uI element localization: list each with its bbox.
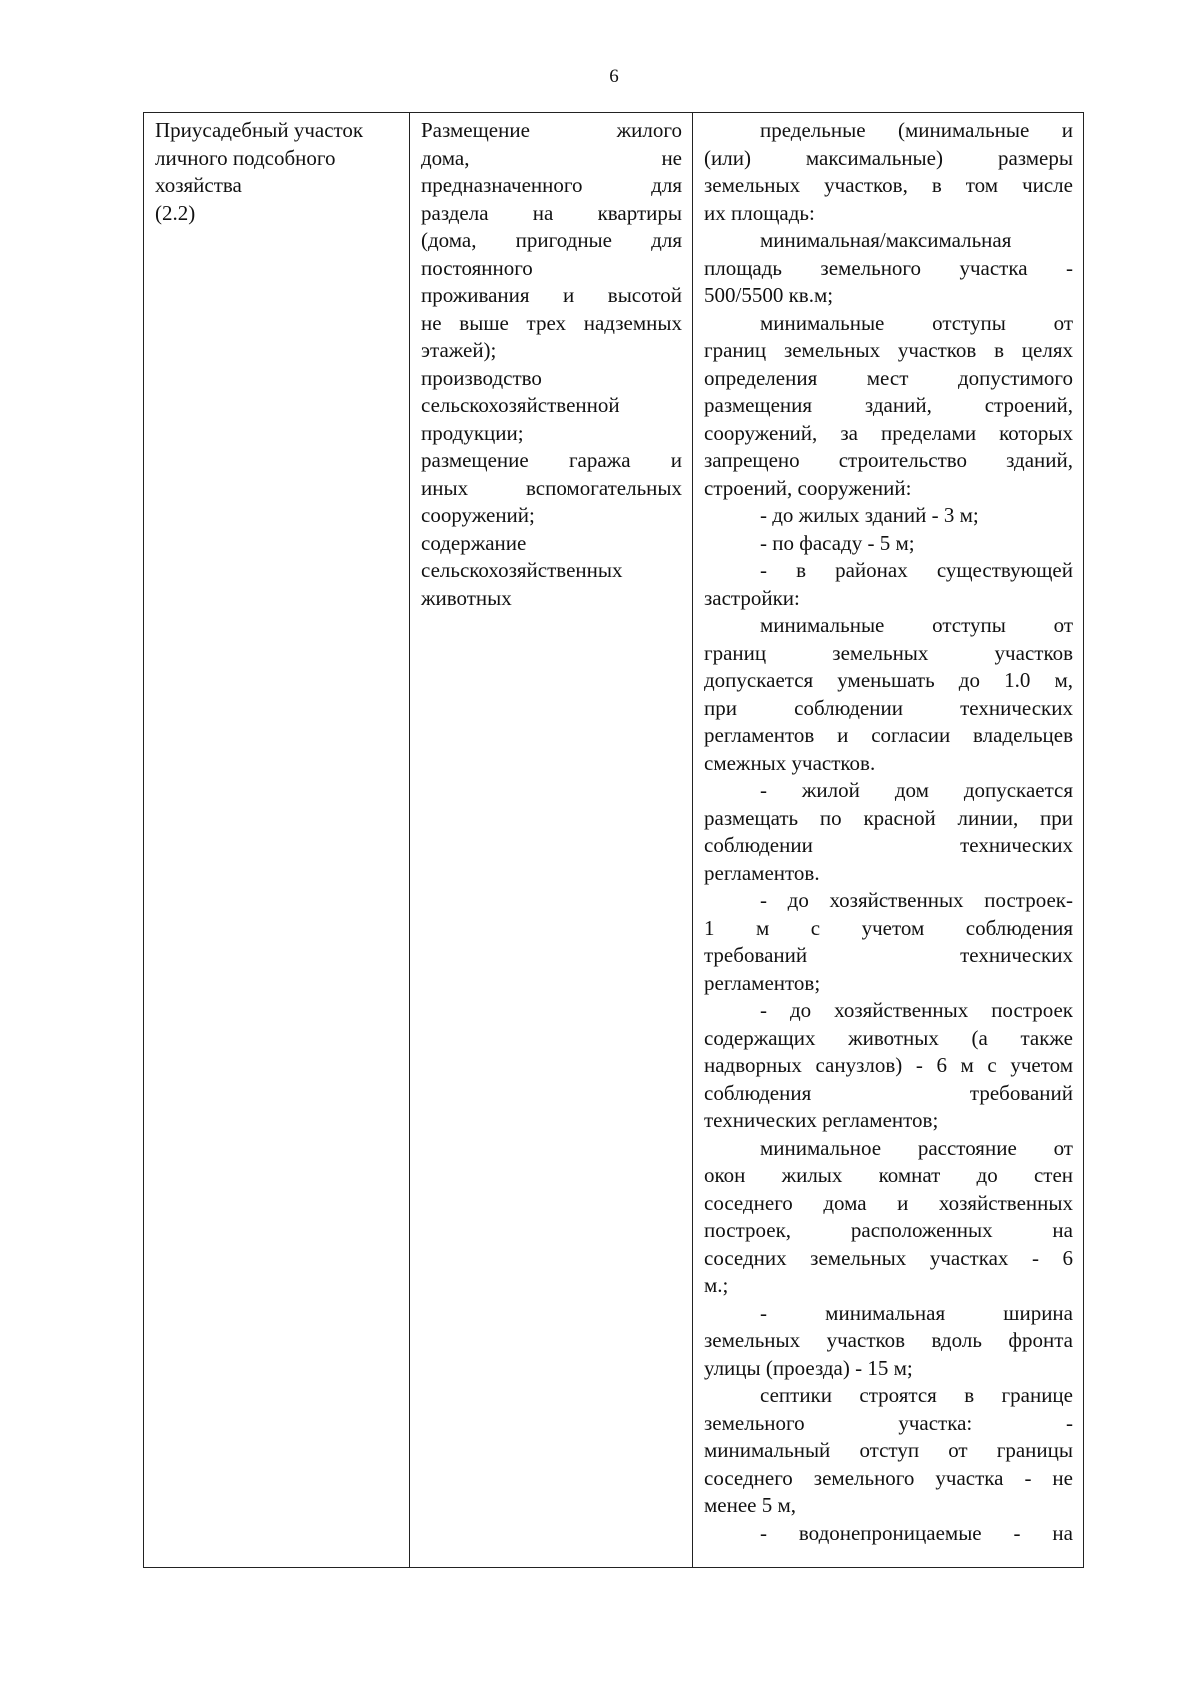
parameter-line: земельного участка: - xyxy=(704,1410,1073,1435)
parameter-line: соседнего земельного участка - не xyxy=(704,1465,1073,1490)
parameter-line: улицы (проезда) - 15 м; xyxy=(704,1355,913,1380)
description-line: сельскохозяйственной xyxy=(421,393,620,417)
description-line: Размещение жилого xyxy=(421,118,682,142)
parameter-line: регламентов; xyxy=(704,970,821,995)
parameter-line: границ земельных участков в целях xyxy=(704,338,1073,362)
parameter-line: минимальные отступы от xyxy=(760,613,1073,637)
parameter-line: - в районах существующей xyxy=(760,558,1073,582)
parameter-line: минимальная/максимальная xyxy=(760,228,1012,252)
parameter-line: м.; xyxy=(704,1273,729,1297)
parameter-line: земельных участков вдоль фронта xyxy=(704,1328,1073,1352)
description-line: сооружений; xyxy=(421,503,535,527)
parameter-line: 500/5500 кв.м; xyxy=(704,283,834,307)
parameter-line: застройки: xyxy=(704,585,800,610)
description-line: сельскохозяйственных xyxy=(421,558,623,582)
parameter-line: (или) максимальные) размеры xyxy=(704,145,1073,170)
parameter-line: при соблюдении технических xyxy=(704,695,1073,720)
parameters-cell xyxy=(693,113,1084,1568)
parameters-text xyxy=(704,117,1073,1547)
parameter-line: соблюдении технических xyxy=(704,833,1073,857)
parameter-line: границ земельных участков xyxy=(704,640,1073,665)
description-line: производство xyxy=(421,365,542,390)
description-line: содержание xyxy=(421,530,527,555)
permitted-use-description-cell xyxy=(410,113,693,1568)
parameter-line: 1 м с учетом соблюдения xyxy=(704,915,1073,940)
description-line: животных xyxy=(421,585,512,610)
parameter-line: построек, расположенных на xyxy=(704,1218,1073,1242)
parameter-line: - минимальная ширина xyxy=(760,1300,1073,1325)
permitted-use-description-text xyxy=(421,117,682,612)
table-row xyxy=(144,113,1084,1568)
parameter-line: - до жилых зданий - 3 м; xyxy=(760,503,979,527)
parameter-line: окон жилых комнат до стен xyxy=(704,1163,1073,1187)
description-line: не выше трех надземных xyxy=(421,310,682,335)
land-use-type-cell xyxy=(144,113,410,1568)
land-use-line: личного подсобного xyxy=(155,145,336,170)
page-number: 6 xyxy=(609,66,619,87)
land-use-line: Приусадебный участок xyxy=(155,118,364,142)
parameter-line: минимальный отступ от границы xyxy=(704,1438,1073,1462)
parameter-line: сооружений, за пределами которых xyxy=(704,420,1073,445)
parameter-line: запрещено строительство зданий, xyxy=(704,448,1073,472)
description-line: постоянного xyxy=(421,255,533,280)
parameter-line: соблюдения требований xyxy=(704,1080,1073,1105)
parameter-line: регламентов. xyxy=(704,860,820,885)
description-line: этажей); xyxy=(421,338,497,362)
regulations-table xyxy=(143,112,1084,1568)
parameter-line: земельных участков, в том числе xyxy=(704,173,1073,197)
land-use-type-text xyxy=(155,117,399,227)
parameter-line: - жилой дом допускается xyxy=(760,778,1073,802)
parameter-line: площадь земельного участка - xyxy=(704,255,1073,280)
parameter-line: менее 5 м, xyxy=(704,1493,797,1517)
parameter-line: надворных санузлов) - 6 м с учетом xyxy=(704,1053,1073,1077)
description-line: продукции; xyxy=(421,420,524,445)
description-line: проживания и высотой xyxy=(421,283,682,307)
parameter-line: - по фасаду - 5 м; xyxy=(760,530,915,555)
parameter-line: предельные (минимальные и xyxy=(760,118,1073,142)
parameter-line: соседних земельных участках - 6 xyxy=(704,1245,1073,1270)
parameter-line: - до хозяйственных построек xyxy=(760,998,1073,1022)
parameter-line: содержащих животных (а также xyxy=(704,1025,1073,1050)
description-line: раздела на квартиры xyxy=(421,200,682,225)
description-line: (дома, пригодные для xyxy=(421,228,682,252)
parameter-line: минимальное расстояние от xyxy=(760,1135,1073,1160)
parameter-line: требований технических xyxy=(704,943,1073,967)
parameter-line: размещения зданий, строений, xyxy=(704,393,1073,417)
land-use-line: (2.2) xyxy=(155,200,196,225)
parameter-line: регламентов и согласии владельцев xyxy=(704,723,1073,747)
description-line: предназначенного для xyxy=(421,173,682,197)
parameter-line: строений, сооружений: xyxy=(704,475,912,500)
parameter-line: их площадь: xyxy=(704,200,815,225)
description-line: размещение гаража и xyxy=(421,448,682,472)
land-use-line: хозяйства xyxy=(155,173,242,197)
parameter-line: смежных участков. xyxy=(704,750,876,775)
parameter-line: - водонепроницаемые - на xyxy=(760,1520,1073,1545)
description-line: иных вспомогательных xyxy=(421,475,682,500)
parameter-line: минимальные отступы от xyxy=(760,310,1073,335)
parameter-line: септики строятся в границе xyxy=(760,1383,1073,1407)
parameter-line: допускается уменьшать до 1.0 м, xyxy=(704,668,1073,692)
parameter-line: определения мест допустимого xyxy=(704,365,1073,390)
parameter-line: размещать по красной линии, при xyxy=(704,805,1073,830)
parameter-line: - до хозяйственных построек- xyxy=(760,888,1073,912)
description-line: дома, не xyxy=(421,145,682,170)
parameter-line: соседнего дома и хозяйственных xyxy=(704,1190,1073,1215)
parameter-line: технических регламентов; xyxy=(704,1108,939,1132)
